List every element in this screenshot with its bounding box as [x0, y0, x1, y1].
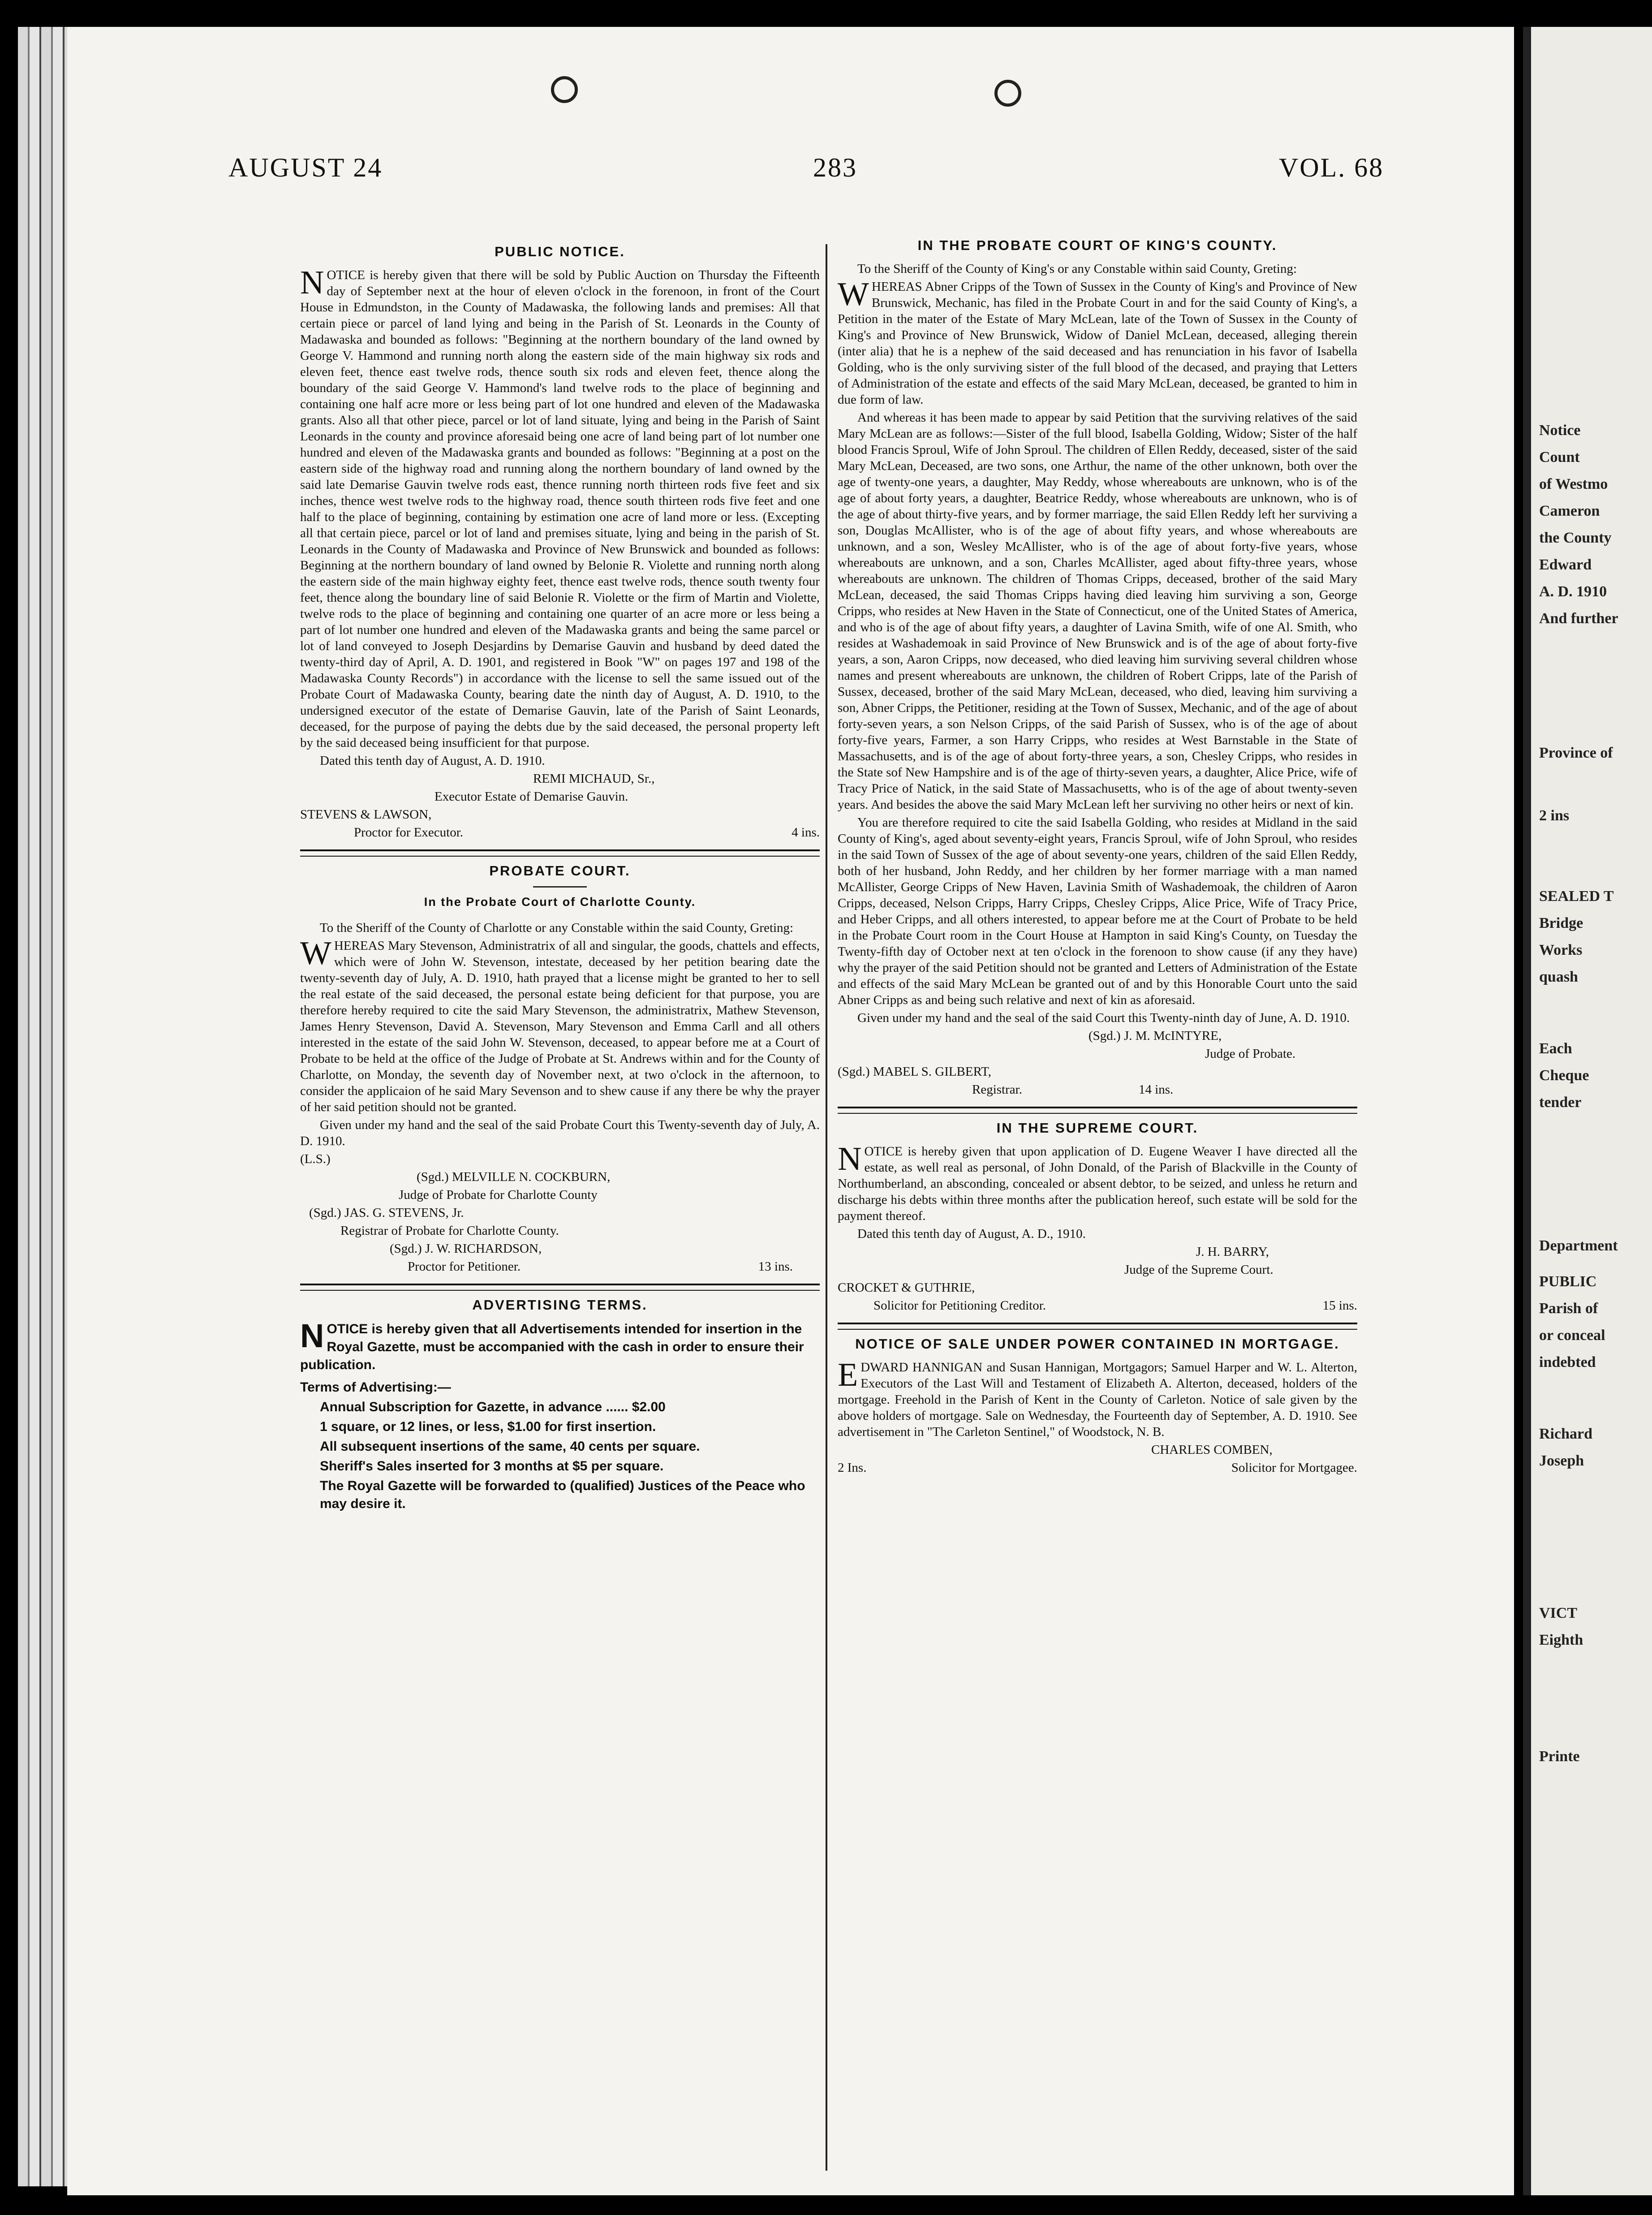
advertising-terms-section — [300, 1297, 820, 1513]
punch-hole-icon — [551, 76, 578, 103]
notice-body: And whereas it has been made to appear by said Petition that the surviving relatives of the said Mary McLean are as follows:—Sister of the full blood, Isabella Golding, Widow; Sister of the half blood Francis Sproul, Wife of John Sproul. The children of Ellen Reddy, deceased, sister of the said Mary McLean, Deceased, are two sons, one Arthur, the name of the other unknown, both over the age of twenty-one years, a daughter, May Reddy, whose whereabouts are unknown, who is of the age of about forty years, a daughter, Beatrice Reddy, whose whereabouts are unknown, who is of the age of about thirty-five years, and by former marriage, the said Ellen Reddy left her surviving a son, Douglas McAllister, who is of the age of about fifty years, and whose whereabouts are unknown, and a son, Wesley McAllister, who is of the age of about forty-five years, whose whereabouts are unknown, and a son, Charles McAllister, aged about fifty-three years, whose whereabouts are unknown. The children of Thomas Cripps, deceased, brother of the said Mary McLean, deceased, the said Thomas Cripps having died leaving him surviving a son, George Cripps, who resides at New Haven in the State of Connecticut, one of the United States of America, and who is of the age of about fifty years, a daughter of Lavina Smith, wife of one Al. Smith, who resides at Washademoak in said Province of New Brunswick and is of the age of about forty-five years, a son, Aaron Cripps, now deceased, who died leaving him surviving several children whose names and present whereabouts are unknown, the children of Robert Cripps, late of the Parish of Sussex, deceased, brother of the said Mary McLean, deceased, who died, leaving him surviving a son, Abner Cripps, the Petitioner, residing at the Town of Sussex, Mechanic, and of the age of about forty-seven years, a son Nelson Cripps, of the said Parish of Sussex, who is of the age of about forty-five years, Farmer, a son Harry Cripps, who resides at West Barnstable in the State of Massachusetts, and is of the age of about forty-three years, a son, Chesley Cripps, who resides in the State sof New Hampshire and is of the age of thirty-seven years, a daughter, Alice Price, wife of Tracy Price of Natick, in the said State of Massachusetts, who is of the age of about twenty-seven years. And besides the above the said Mary McLean left her surviving no other heirs or next of kin. — [838, 410, 1357, 812]
neighbor-fragment: Eighth — [1539, 1632, 1583, 1648]
notice-address: To the Sheriff of the County of Charlotte or any Constable within the said County, Greting: — [320, 921, 794, 935]
proctor-line — [300, 1258, 820, 1275]
signer-name: CHARLES COMBEN, — [1151, 1443, 1273, 1457]
volume-label: VOL. 68 — [1279, 153, 1384, 182]
notice-date: Dated this tenth day of August, A. D., 1910. — [857, 1227, 1086, 1241]
solicitor-line — [838, 1297, 1357, 1314]
judge-role: Judge of the Supreme Court. — [1124, 1263, 1273, 1277]
binding-gutter — [1523, 27, 1531, 2195]
insertions-count: 15 ins. — [1322, 1298, 1357, 1313]
notice-body: EDWARD HANNIGAN and Susan Hannigan, Mortgagors; Samuel Harper and W. L. Alterton, Executors of the Last Will and Testament of Elizabeth A. Alterton, deceased, holders of the mortgage. Freehold in the Parish of Kent in the County of Carleton. Notice of sale given by the above holders of mortgage. Sale on Wednesday, the Fourteenth day of September, A. D. 1910. See advertisement in "The Carleton Sentinel," of Woodstock, N. B. — [838, 1357, 1357, 1439]
section-rule — [300, 849, 820, 857]
neighbor-fragment: Works — [1539, 942, 1583, 958]
terms-line: 1 square, or 12 lines, or less, $1.00 for first insertion. — [320, 1419, 656, 1434]
proctor-name: (Sgd.) J. W. RICHARDSON, — [390, 1241, 542, 1256]
solicitor-name: CROCKET & GUTHRIE, — [838, 1280, 975, 1295]
right-column — [838, 237, 1357, 2164]
neighbor-fragment: quash — [1539, 969, 1578, 985]
registrar-line — [838, 1082, 1357, 1098]
short-rule — [533, 886, 587, 888]
neighbor-page-strip — [1523, 27, 1652, 2195]
neighbor-fragment: SEALED T — [1539, 888, 1614, 905]
notice-body: NOTICE is hereby given that upon application of D. Eugene Weaver I have directed all the estate, as well real as personal, of John Donald, of the Parish of Blackville in the County of Northumberland, an absconding, concealed or absent debtor, to be seized, and unless he return and discharge his debts within three months after the publication hereof, such estate will be sold for the payment thereof. — [838, 1141, 1357, 1223]
registrar-name: (Sgd.) MABEL S. GILBERT, — [838, 1064, 992, 1079]
notice-body: WHEREAS Mary Stevenson, Administratrix of all and singular, the goods, chattels and effects, which were of John W. Stevenson, intestate, deceased by her petition bearing date the twenty-seventh day of July, A. D. 1910, hath prayed that a license might be granted to her to sell the real estate of the said deceased, the personal estate being deficient for that purpose, you are therefore hereby required to cite the said Mary Stevenson, the administratrix, Mathew Stevenson, James Henry Stevenson, David A. Stevenson, Mary Stevenson and Emma Carll and all others interested in the estate of the said John W. Stevenson, deceased, to appear before me at a Court of Probate to be held at the office of the Judge of Probate at St. Andrews within and for the County of Charlotte, on Monday, the seventh day of November next, at two o'clock in the afternoon, to consider the applicaion of he said Mary Sevenson and to shew cause if any there be why the prayer of her said petition should not be granted. — [300, 935, 820, 1114]
section-title: IN THE PROBATE COURT OF KING'S COUNTY. — [917, 237, 1278, 253]
terms-line: All subsequent insertions of the same, 40 cents per square. — [320, 1439, 700, 1454]
kings-county-probate-section — [838, 237, 1357, 1098]
judge-role: Judge of Probate. — [1205, 1047, 1296, 1061]
neighbor-fragment: A. D. 1910 — [1539, 583, 1607, 600]
left-column — [300, 237, 820, 2173]
neighbor-fragment: of Westmo — [1539, 476, 1608, 492]
proctor-name: STEVENS & LAWSON, — [300, 807, 432, 822]
neighbor-fragment: Province of — [1539, 745, 1613, 761]
notice-body: WHEREAS Abner Cripps of the Town of Sussex in the County of King's and Province of New Brunswick, Mechanic, has filed in the Probate Court in and for the said County of King's, a Petition in the mater of the Estate of Mary McLean, late of the Town of Sussex in the County of King's and Province of New Brunswick, Widow of Daniel McLean, deceased, alleging therein (inter alia) that he is a nephew of the said deceased and has renunciation in his favor of Isabella Golding, who is the only surviving sister of the full blood of the decased, and praying that Letters of Administration of the estate and effects of the said Mary McLean, deceased, be granted to him in due form of law. — [838, 276, 1357, 407]
section-rule — [300, 1284, 820, 1291]
terms-line: Sheriff's Sales inserted for 3 months at $5 per square. — [320, 1459, 664, 1474]
insertions-count: 4 ins. — [792, 825, 820, 840]
section-title: ADVERTISING TERMS. — [472, 1297, 648, 1313]
neighbor-fragment: Bridge — [1539, 915, 1583, 931]
notice-address: To the Sheriff of the County of King's or any Constable within said County, Greting: — [857, 262, 1297, 276]
neighbor-fragment: 2 ins — [1539, 807, 1570, 824]
proctor-line — [300, 824, 820, 840]
insertions-count: 13 ins. — [758, 1259, 793, 1274]
neighbor-fragment: Richard — [1539, 1426, 1592, 1442]
seal-mark: (L.S.) — [300, 1152, 331, 1166]
section-title: PROBATE COURT. — [489, 863, 631, 879]
notice-body: You are therefore required to cite the said Isabella Golding, who resides at Midland in the said County of King's, aged about seventy-eight years, Francis Sproul, wife of John Sproul, who resides in the said Town of Sussex of the age of about seventy-one years, children of the said Ellen Reddy, both of her husband, John Reddy, and her children by her former marriage with a man named McAllister, George Cripps of New Haven, Lavinia Smith of Washademoak, the children of Aaron Cripps, deceased, Nelson Cripps, Harry Cripps, Chesley Cripps, Alice Price, Wife of Tracy Price, and Heber Cripps, and all others interested, to appear before me at the Court of Probate to be held in the Probate Court room in the Court House at Hampton in said King's County, on Tuesday the Twenty-fifth day of October next at ten o'clock in the forenoon to show cause (if any they have) why the prayer of the said Petition should not be granted and Letters of Administration of the Estate and effects of the said Mary McLean be granted out of and by this Honorable Court unto the said Abner Cripps as and being such relative and next of kin as aforesaid. — [838, 815, 1357, 1007]
signer-name: REMI MICHAUD, Sr., — [533, 771, 655, 786]
terms-line: The Royal Gazette will be forwarded to (qualified) Justices of the Peace who may desire it. — [320, 1478, 805, 1511]
section-subtitle: In the Probate Court of Charlotte County. — [424, 895, 696, 909]
section-title: PUBLIC NOTICE. — [495, 244, 625, 259]
judge-name: (Sgd.) MELVILLE N. COCKBURN, — [417, 1170, 611, 1184]
neighbor-fragment: Edward — [1539, 556, 1592, 573]
neighbor-fragment: Notice — [1539, 422, 1581, 439]
terms-line: Annual Subscription for Gazette, in advance ...... $2.00 — [320, 1400, 666, 1414]
section-rule — [838, 1323, 1357, 1330]
neighbor-fragment: And further — [1539, 610, 1618, 627]
judge-name: (Sgd.) J. M. McINTYRE, — [1088, 1029, 1222, 1043]
section-title: IN THE SUPREME COURT. — [996, 1120, 1199, 1136]
neighbor-fragment: Department — [1539, 1237, 1618, 1254]
judge-name: J. H. BARRY, — [1196, 1245, 1269, 1259]
solicitor-role: Solicitor for Petitioning Creditor. — [873, 1298, 1046, 1313]
proctor-role: Proctor for Executor. — [354, 825, 464, 840]
notice-given: Given under my hand and the seal of the said Court this Twenty-ninth day of June, A. D. 1910. — [857, 1011, 1350, 1025]
neighbor-fragment: the County — [1539, 530, 1612, 546]
neighbor-fragment: Cheque — [1539, 1067, 1589, 1084]
neighbor-fragment: Cameron — [1539, 503, 1600, 519]
mortgage-sale-section — [838, 1336, 1357, 1476]
notice-body: NOTICE is hereby given that there will be sold by Public Auction on Thursday the Fifteenth day of September next at the hour of eleven o'clock in the forenoon, in front of the Court House in Edmundston, in the County of Madawaska, the following lands and premises: All that certain piece or parcel of land lying and being in the Parish of St. Leonards in the County of Madawaska and bounded as follows: "Beginning at the northern boundary of the land owned by George V. Hammond and running north along the eastern side of the main highway six rods and eleven feet, thence east twelve rods, thence south six rods and eleven feet, thence along the boundary of the said George V. Hammond's land twelve rods to the place of beginning and containing one half acre more or less being part of lot one hundred and eleven of the Madawaska grants. Also all that other piece, parcel or lot of land situate, lying and being in the Parish of Saint Leonards in the county and province aforesaid being one acre of land being part of lot number one hundred and eleven of the Madawaska grants and bounded as follows: "Beginning at a post on the eastern side of the highway road and running along the northern boundary of land owned by the said late Demarise Gauvin twelve rods east, thence running north thirteen rods five feet and six inches, thence west twelve rods to the highway road, thence south thirteen rods five feet and one half to the place of beginning, containing by estimation one acre of land more or less. (Excepting all that certain piece, parcel or lot of land and premises situate, lying and being in the parish of St. Leonards in the County of Madawaska and Province of New Brunswick and bounded as follows: Beginning at the northern boundary of land owned by Belonie R. Violette and running north along the eastern side of the main highway eighty feet, thence east twelve rods, thence south twenty four feet, thence along the boundary line of said Belonie R. Violette or the firm of Martin and Violette, twelve rods to the place of beginning and containing one quarter of an acre more or less being a part of lot number one hundred and eleven of the Madawaska grants and being the same parcel or lot of land conveyed to Joseph Desjardins by Demarise Gauvin and husband by deed dated the twenty-third day of April, A. D. 1901, and registered in Book "W" on pages 197 and 198 of the Madawaska County Records") in accordance with the license to sell the same issued out of the Probate Court of Madawaska County, bearing date the ninth day of August, A. D. 1910, to the undersigned executor of the estate of Demarise Gauvin, late of the Parish of Saint Leonards, deceased, for the purpose of paying the debts due by the said deceased, the personal property left by the said deceased being insufficient for that purpose. — [300, 264, 820, 750]
terms-heading: Terms of Advertising:— — [300, 1380, 451, 1395]
neighbor-fragment: VICT — [1539, 1605, 1578, 1621]
proctor-role: Proctor for Petitioner. — [408, 1259, 521, 1274]
registrar-role: Registrar. — [972, 1082, 1022, 1097]
neighbor-fragment: Parish of — [1539, 1300, 1598, 1317]
section-rule — [838, 1107, 1357, 1114]
neighbor-fragment: or conceal — [1539, 1327, 1605, 1344]
column-divider — [826, 244, 827, 2171]
notice-date: Dated this tenth day of August, A. D. 1910. — [320, 754, 545, 768]
neighbor-fragment: PUBLIC — [1539, 1273, 1597, 1290]
insertions-count: 2 Ins. — [838, 1461, 867, 1475]
supreme-court-section — [838, 1120, 1357, 1314]
neighbor-fragment: tender — [1539, 1094, 1582, 1111]
notice-body: NOTICE is hereby given that all Advertisements intended for insertion in the Royal Gazette, must be accompanied with the cash in order to ensure their publication. — [300, 1317, 804, 1372]
judge-role: Judge of Probate for Charlotte County — [399, 1188, 598, 1202]
insertions-count: 14 ins. — [1138, 1082, 1174, 1097]
neighbor-fragment: Printe — [1539, 1748, 1580, 1765]
signer-role: Executor Estate of Demarise Gauvin. — [435, 789, 628, 804]
registrar-role: Registrar of Probate for Charlotte County. — [340, 1224, 559, 1238]
page-number: 283 — [813, 153, 857, 182]
neighbor-fragment: indebted — [1539, 1354, 1596, 1370]
section-title: NOTICE OF SALE UNDER POWER CONTAINED IN MORTGAGE. — [855, 1336, 1340, 1352]
registrar-name: (Sgd.) JAS. G. STEVENS, Jr. — [309, 1206, 464, 1220]
signer-line — [838, 1460, 1357, 1476]
notice-given: Given under my hand and the seal of the said Probate Court this Twenty-seventh day of July, A. D. 1910. — [300, 1118, 820, 1148]
neighbor-fragment: Count — [1539, 449, 1580, 465]
signer-role: Solicitor for Mortgagee. — [1231, 1461, 1357, 1475]
neighbor-fragment: Joseph — [1539, 1452, 1584, 1469]
punch-hole-icon — [994, 80, 1021, 107]
public-notice-section — [300, 244, 820, 840]
neighbor-fragment: Each — [1539, 1040, 1572, 1057]
issue-date: AUGUST 24 — [228, 153, 383, 182]
probate-court-section — [300, 863, 820, 1275]
